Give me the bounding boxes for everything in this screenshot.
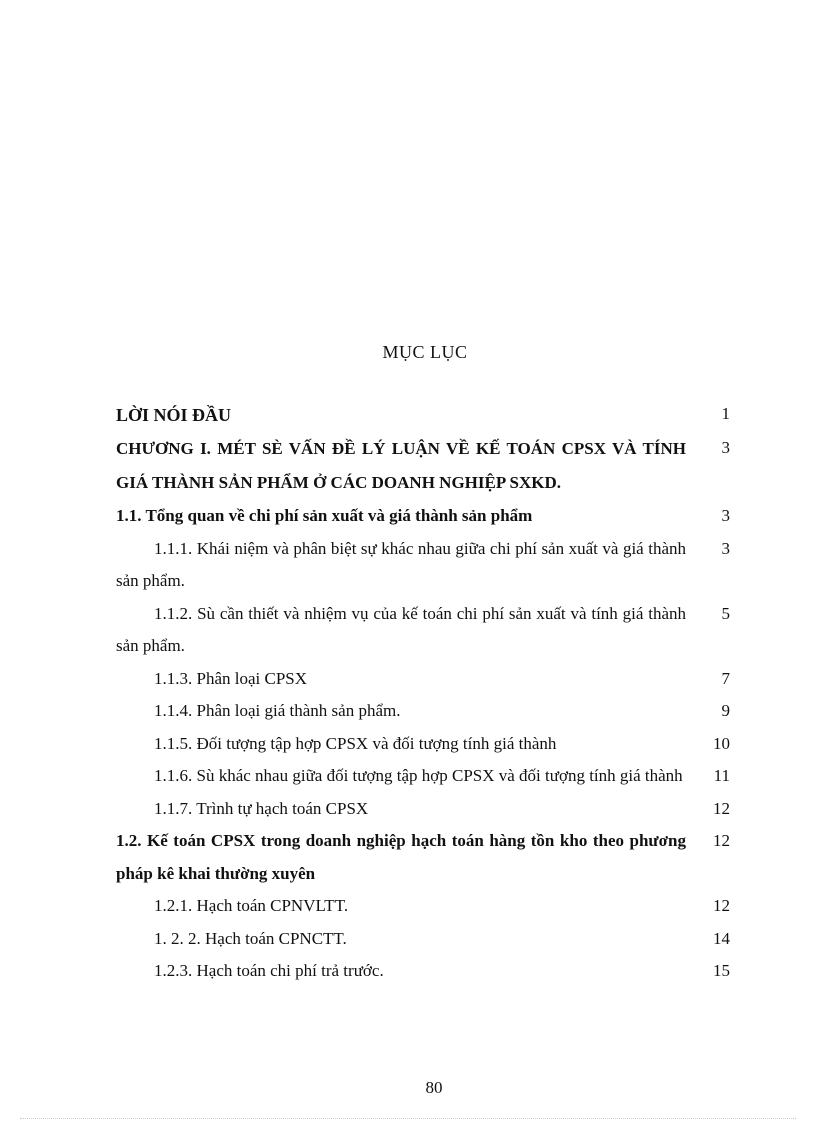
- toc-entry-subsection: [116, 760, 736, 793]
- toc-entry-subsection: [116, 923, 736, 956]
- toc-entry-text: 1.1. Tổng quan về chi phí sản xuất và giá thành sản phẩm: [116, 506, 533, 525]
- toc-entry-text: 1.1.5. Đối tượng tập hợp CPSX và đối tượng tính giá thành: [154, 733, 557, 753]
- toc-entry-page: 11: [713, 766, 730, 785]
- toc-entry-text: 1. 2. 2. Hạch toán CPNCTT.: [154, 928, 347, 948]
- table-of-contents: [116, 398, 736, 988]
- toc-entry-subsection: [116, 695, 736, 728]
- toc-entry-text: 1.1.1. Khái niệm và phân biệt sự khác nhau giữa chi phí sản xuất và giá thành sản phẩm.: [116, 538, 686, 590]
- toc-entry-page: 12: [713, 831, 730, 850]
- toc-entry-page: 1: [721, 404, 730, 423]
- toc-entry-subsection: [116, 955, 736, 988]
- toc-entry-subsection: [116, 890, 736, 923]
- toc-entry-text: LỜI NÓI ĐẦU: [116, 405, 232, 425]
- toc-entry-section-1-1: [116, 500, 736, 533]
- toc-entry-subsection: [116, 793, 736, 826]
- toc-entry-text: 1.1.3. Phân loại CPSX: [154, 668, 308, 688]
- toc-entry-text: 1.1.6. Sù khác nhau giữa đối tượng tập hợp CPSX và đối tượng tính giá thành: [154, 766, 683, 785]
- toc-entry-text: CHƯƠNG I. MÉT SÈ VẤN ĐỀ LÝ LUẬN VỀ KẾ TOÁN CPSX VÀ TÍNH GIÁ THÀNH SẢN PHẨM Ở CÁC DOANH NGHIỆP SXKD.: [116, 439, 686, 492]
- toc-entry-page: 3: [721, 438, 730, 457]
- toc-entry-page: 9: [721, 701, 730, 720]
- toc-entry-page: 14: [713, 928, 730, 948]
- toc-entry-intro: [116, 398, 736, 432]
- toc-entry-text: 1.2.3. Hạch toán chi phí trả trước.: [154, 961, 384, 980]
- page-number: 80: [425, 1078, 443, 1097]
- toc-entry-subsection: [116, 533, 736, 598]
- toc-entry-page: 3: [721, 538, 730, 558]
- toc-entry-page: 10: [713, 733, 730, 753]
- toc-entry-subsection: [116, 598, 736, 663]
- toc-entry-page: 7: [721, 668, 730, 688]
- toc-entry-page: 12: [713, 896, 730, 915]
- toc-entry-subsection: [116, 728, 736, 761]
- toc-entry-text: 1.2. Kế toán CPSX trong doanh nghiệp hạch toán hàng tồn kho theo phương pháp kê khai thường xuyên: [116, 831, 686, 883]
- footer-divider: [20, 1118, 796, 1119]
- toc-entry-text: 1.1.2. Sù cần thiết và nhiệm vụ của kế toán chi phí sản xuất và tính giá thành sản phẩm.: [116, 603, 686, 655]
- toc-entry-chapter-1: [116, 432, 736, 500]
- toc-entry-subsection: [116, 663, 736, 696]
- toc-entry-text: 1.1.7. Trình tự hạch toán CPSX: [154, 798, 369, 818]
- toc-entry-text: 1.2.1. Hạch toán CPNVLTT.: [154, 896, 349, 915]
- toc-entry-page: 5: [721, 603, 730, 623]
- toc-entry-text: 1.1.4. Phân loại giá thành sản phẩm.: [154, 701, 401, 720]
- toc-entry-page: 12: [713, 798, 730, 818]
- toc-entry-section-1-2: [116, 825, 736, 890]
- page-title: MỤC LỤC: [382, 342, 468, 362]
- toc-entry-page: 3: [721, 506, 730, 525]
- toc-entry-page: 15: [713, 961, 730, 980]
